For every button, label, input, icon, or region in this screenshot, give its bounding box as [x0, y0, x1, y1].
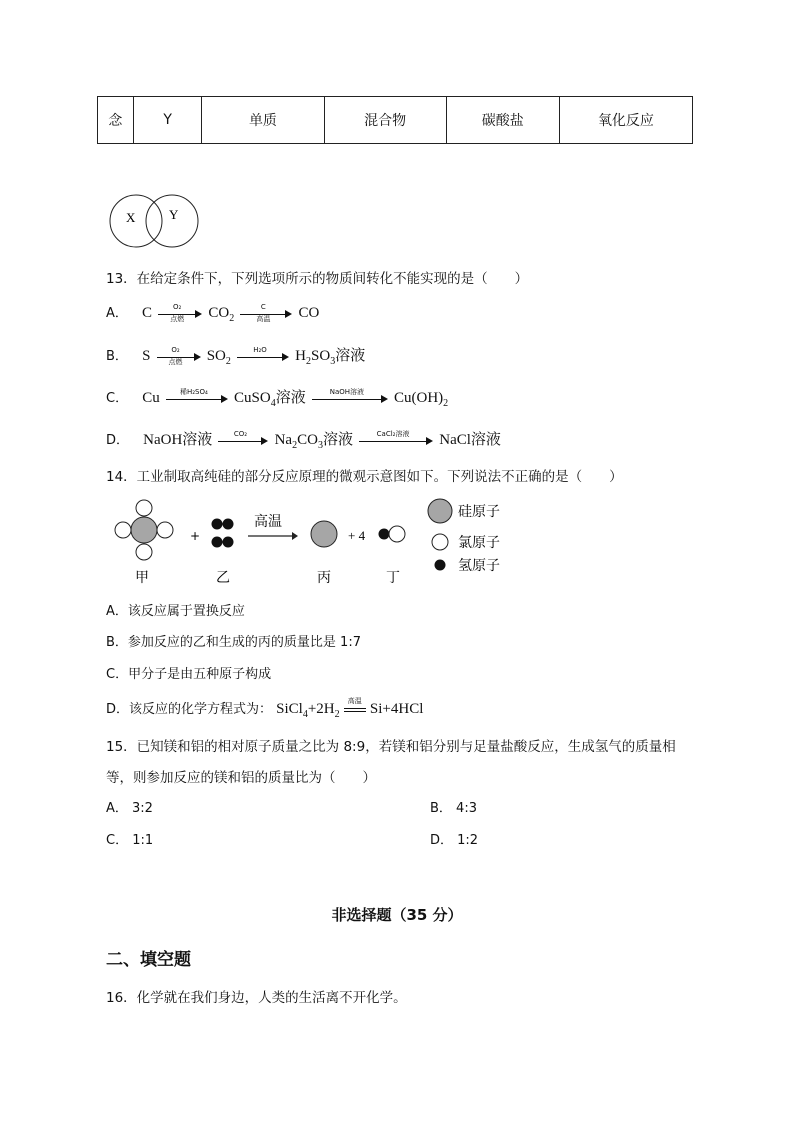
- reaction-arrow: CaCl₂溶液: [359, 440, 433, 442]
- reaction-arrow: H₂O: [237, 356, 289, 358]
- q14-option-a: A．该反应属于置换反应: [106, 604, 245, 619]
- legend-cl-swatch: [432, 534, 448, 550]
- reaction-arrow: O₂ 点燃: [158, 313, 202, 315]
- table-cell: 碳酸盐: [446, 97, 559, 144]
- molecule-2h2: [212, 519, 234, 548]
- q13-option-a: A． C O₂ 点燃 $CO_2$ C 高温 CO: [106, 302, 320, 324]
- question-14-stem: 14．工业制取高纯硅的部分反应原理的微观示意图如下。下列说法不正确的是（ ）: [106, 469, 623, 485]
- option-label: D．: [106, 433, 130, 448]
- table-cell: 氧化反应: [559, 97, 692, 144]
- label-jia: 甲: [135, 571, 149, 586]
- category-table: [97, 96, 693, 144]
- microscopic-reaction-diagram: [106, 494, 516, 590]
- molecule-sicl4: [115, 500, 173, 560]
- q13-option-d: D． NaOH溶液 CO₂ $Na_2CO_3$溶液 CaCl₂溶液 NaCl溶液: [106, 429, 501, 451]
- option-label: C．: [106, 391, 129, 406]
- q13-option-c: C． Cu 稀H₂SO₄ CuSO$_4$溶液 NaOH溶液 $Cu(OH)_2$: [106, 387, 449, 409]
- q15-option-a: A． 3:2: [106, 801, 153, 816]
- section-subtitle: 二、填空题: [106, 950, 191, 970]
- table-cell: Y: [133, 97, 202, 144]
- option-label: A．: [106, 306, 128, 321]
- reaction-arrow: C 高温: [240, 313, 292, 315]
- plus-four: + 4: [348, 528, 366, 543]
- q14-option-c: C．甲分子是由五种原子构成: [106, 667, 272, 682]
- q15-option-b: B． 4:3: [430, 801, 477, 816]
- option-label: B．: [106, 349, 128, 364]
- table-cell: 单质: [202, 97, 324, 144]
- q13-option-b: B． S O₂ 点燃 $SO_2$ H₂O $H_2SO_3$溶液: [106, 345, 366, 367]
- molecule-hcl: [379, 526, 406, 542]
- question-13-stem: 13．在给定条件下，下列选项所示的物质间转化不能实现的是（ ）: [106, 271, 529, 287]
- question-16-stem: 16．化学就在我们身边，人类的生活离不开化学。: [106, 990, 407, 1006]
- q15-option-d: D． 1:2: [430, 833, 479, 848]
- condition-equals: 高温: [344, 708, 366, 712]
- reaction-arrow: NaOH溶液: [312, 398, 388, 400]
- q14-option-d: D．该反应的化学方程式为： $SiCl_4+2H_2$ 高温 Si+4HCl: [106, 696, 424, 720]
- reaction-arrow: O₂ 点燃: [157, 356, 201, 358]
- question-15-stem-line1: 15．已知镁和铝的相对原子质量之比为 8:9，若镁和铝分别与足量盐酸反应，生成氢气的质量相: [106, 739, 676, 755]
- label-yi: 乙: [216, 571, 230, 586]
- reaction-arrow: 稀H₂SO₄: [166, 398, 228, 400]
- legend-h: 氢原子: [458, 559, 500, 574]
- arrow-condition: 高温: [254, 515, 282, 530]
- legend-si: 硅原子: [458, 505, 500, 520]
- section-title: 非选择题（35 分）: [331, 906, 463, 924]
- atom-si: [311, 521, 337, 547]
- venn-label-y: Y: [169, 207, 179, 222]
- q14-option-b: B．参加反应的乙和生成的丙的质量比是 1:7: [106, 635, 361, 650]
- table-cell: 念: [98, 97, 134, 144]
- plus-sign: +: [190, 529, 201, 543]
- reaction-arrow: CO₂: [218, 440, 268, 442]
- label-bing: 丙: [317, 571, 331, 586]
- table-cell: 混合物: [324, 97, 446, 144]
- venn-label-x: X: [126, 210, 136, 225]
- question-15-stem-line2: 等，则参加反应的镁和铝的质量比为（ ）: [106, 770, 376, 786]
- legend-h-swatch: [435, 560, 446, 571]
- label-ding: 丁: [386, 571, 400, 586]
- legend-si-swatch: [428, 499, 452, 523]
- q15-option-c: C． 1:1: [106, 833, 154, 848]
- legend-cl: 氯原子: [458, 536, 500, 551]
- venn-diagram: [108, 192, 204, 250]
- formula: C: [142, 305, 153, 321]
